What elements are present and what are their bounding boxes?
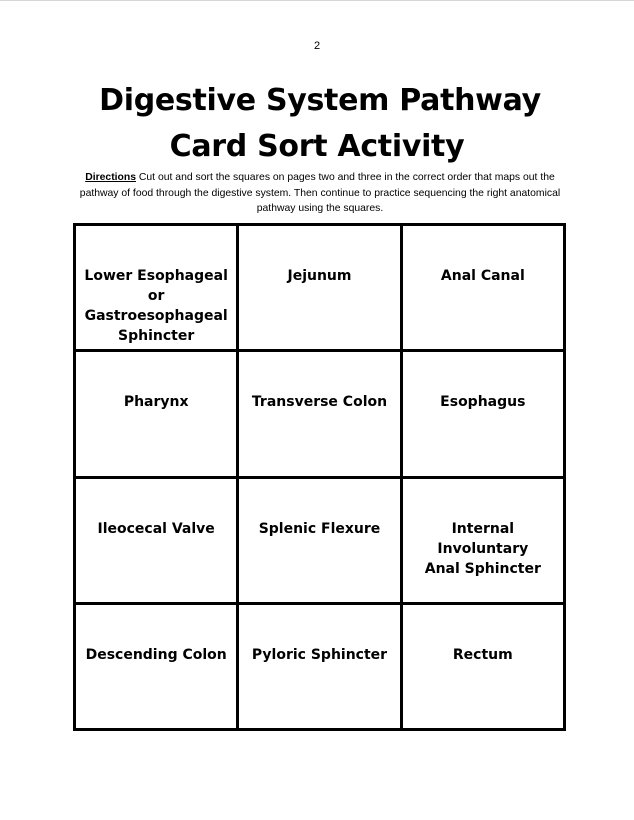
card[interactable] (76, 605, 236, 728)
card[interactable] (403, 352, 563, 475)
directions-label: Directions (85, 172, 137, 183)
card[interactable] (239, 226, 399, 349)
page-title-line-1: Digestive System Pathway (99, 83, 541, 118)
page-top-border (0, 0, 634, 1)
card[interactable] (403, 605, 563, 728)
card-label: Pyloric Sphincter (251, 646, 388, 663)
card-label: Ileocecal Valve (97, 520, 215, 537)
card-label: Pharynx (123, 394, 189, 411)
card[interactable] (76, 226, 236, 349)
card[interactable] (239, 352, 399, 475)
card[interactable] (403, 226, 563, 349)
card-label: Descending Colon (85, 646, 227, 663)
card-label: Jejunum (287, 268, 352, 284)
card-label: Splenic Flexure (258, 520, 381, 537)
page-number: 2 (313, 40, 321, 52)
directions-paragraph (78, 170, 562, 217)
card[interactable] (76, 352, 236, 475)
card-label: Rectum (452, 646, 513, 663)
card-label: Anal Canal (440, 268, 525, 284)
card[interactable] (239, 605, 399, 728)
card[interactable] (403, 479, 563, 602)
directions-text: Cut out and sort the squares on pages two and three in the correct order that maps out the pathway of food through the digestive system. Then continue to practice sequencing the right anatomical pathway using the squares. (79, 172, 561, 214)
card-label: Lower Esophageal or Gastroesophageal Sphincter (84, 268, 228, 344)
card-label: Esophagus (440, 394, 526, 411)
card[interactable] (239, 479, 399, 602)
card-label: Transverse Colon (251, 394, 388, 411)
page-title-line-2: Card Sort Activity (169, 129, 465, 164)
card-grid (73, 223, 566, 731)
card-label: Internal Involuntary Anal Sphincter (424, 520, 541, 577)
card[interactable] (76, 479, 236, 602)
